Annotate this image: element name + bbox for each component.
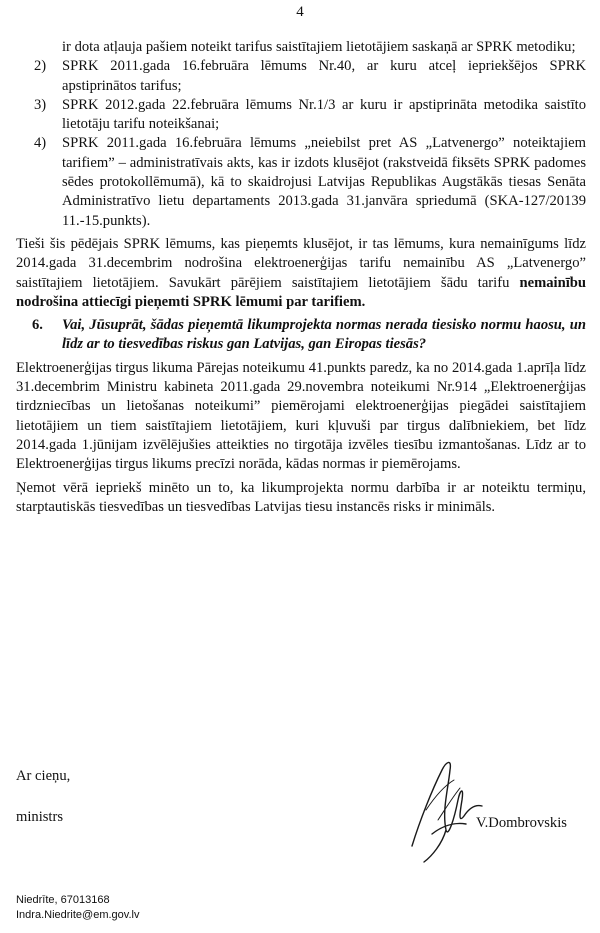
paragraph-conclusion: Ņemot vērā iepriekš minēto un to, ka likumprojekta normu darbība ir ar noteiktu termiņu, starptautiskās tiesvedības un tiesvedības Latvijas tiesu instancēs risks ir minimāls. (16, 479, 586, 515)
closing-greeting: Ar cieņu, (16, 768, 71, 784)
footer-name-phone: Niedrīte, 67013168 (16, 894, 110, 906)
list-item-text: ir dota atļauja pašiem noteikt tarifus saistītajiem lietotājiem saskaņā ar SPRK metodiku; (62, 39, 576, 55)
list-item-number: 3) (34, 96, 47, 113)
list-item-number: 2) (34, 58, 47, 75)
signature-image (402, 750, 492, 870)
paragraph-text: Tieši šis pēdējais SPRK lēmums, kas pieņemts klusējot, ir tas lēmums, kura nemainīgums līdz 2014.gada 31.decembrim nodrošina elektroenerģijas tarifu nemainību AS „Latvenergo” saistītajiem lietotājiem. Savukārt pārējiem saistītajiem lietotājiem šādu tarifu (16, 235, 586, 291)
question-number: 6. (32, 317, 43, 334)
list-item (16, 96, 586, 135)
question-text: Vai, Jūsuprāt, šādas pieņemtā likumprojekta normas nerada tiesisko normu haosu, un līdz ar to tiesvedības riskus gan Latvijas, gan Eiropas tiesās? (62, 317, 586, 353)
list-item-text: SPRK 2011.gada 16.februāra lēmums Nr.40, ar kuru atceļ iepriekšējos SPRK apstiprinātos tarifus; (62, 58, 586, 94)
paragraph-market-law: Elektroenerģijas tirgus likuma Pārejas noteikumu 41.punkts paredz, ka no 2014.gada 1.aprīļa līdz 31.decembrim Ministru kabineta 2011.gada 29.novembra noteikumi Nr.914 „Elektroenerģijas tirdzniecības un lietošanas noteikumi” piemērojami elektroenerģijas piegādei saistītajiem lietotājiem un tiem saistītajiem lietotājiem, kuri kļuvuši par tirgus dalībniekiem, bet līdz 2014.gada 1.jūnijam izvēlējušies atteikties no tirgotāja izvēles tiesību izmantošanas. Līdz ar to Elektroenerģijas tirgus likums precīzi norāda, kādas normas ir piemērojams. (16, 359, 586, 473)
closing-position: ministrs (16, 809, 64, 825)
page-number: 4 (296, 4, 304, 20)
footer-email: Indra.Niedrite@em.gov.lv (16, 909, 140, 921)
list-item (16, 134, 586, 230)
question-heading (16, 316, 586, 355)
paragraph-bold-text: nemainību nodrošina attiecīgi pieņemti SPRK lēmumi par tarifiem. (16, 274, 586, 310)
footer-contact (16, 893, 139, 923)
signer-name: V.Dombrovskis (476, 815, 567, 831)
list-item-text: SPRK 2012.gada 22.februāra lēmums Nr.1/3 ar kuru ir apstiprināta metodika saistīto lietotāju tarifu noteikšanai; (62, 96, 586, 133)
list-item (16, 57, 586, 96)
paragraph-sprk-decision (16, 235, 586, 312)
list-item-number: 4) (34, 135, 47, 152)
document-body (16, 38, 586, 517)
list-item-continuation (16, 38, 586, 57)
list-item-text: SPRK 2011.gada 16.februāra lēmums „neiebilst pret AS „Latvenergo” noteiktajiem tarifiem” – administratīvais akts, kas ir izdots klusējot (rakstveidā fiksēts SPRK padomes sēdes protokollēmumā), kā to skaidrojusi Latvijas Republikas Augstākās tiesas Senāta Administratīvo lietu departaments 2013.gada 31.janvāra spriedumā (SKA-127/20139 11.-15.punkts). (62, 135, 586, 229)
